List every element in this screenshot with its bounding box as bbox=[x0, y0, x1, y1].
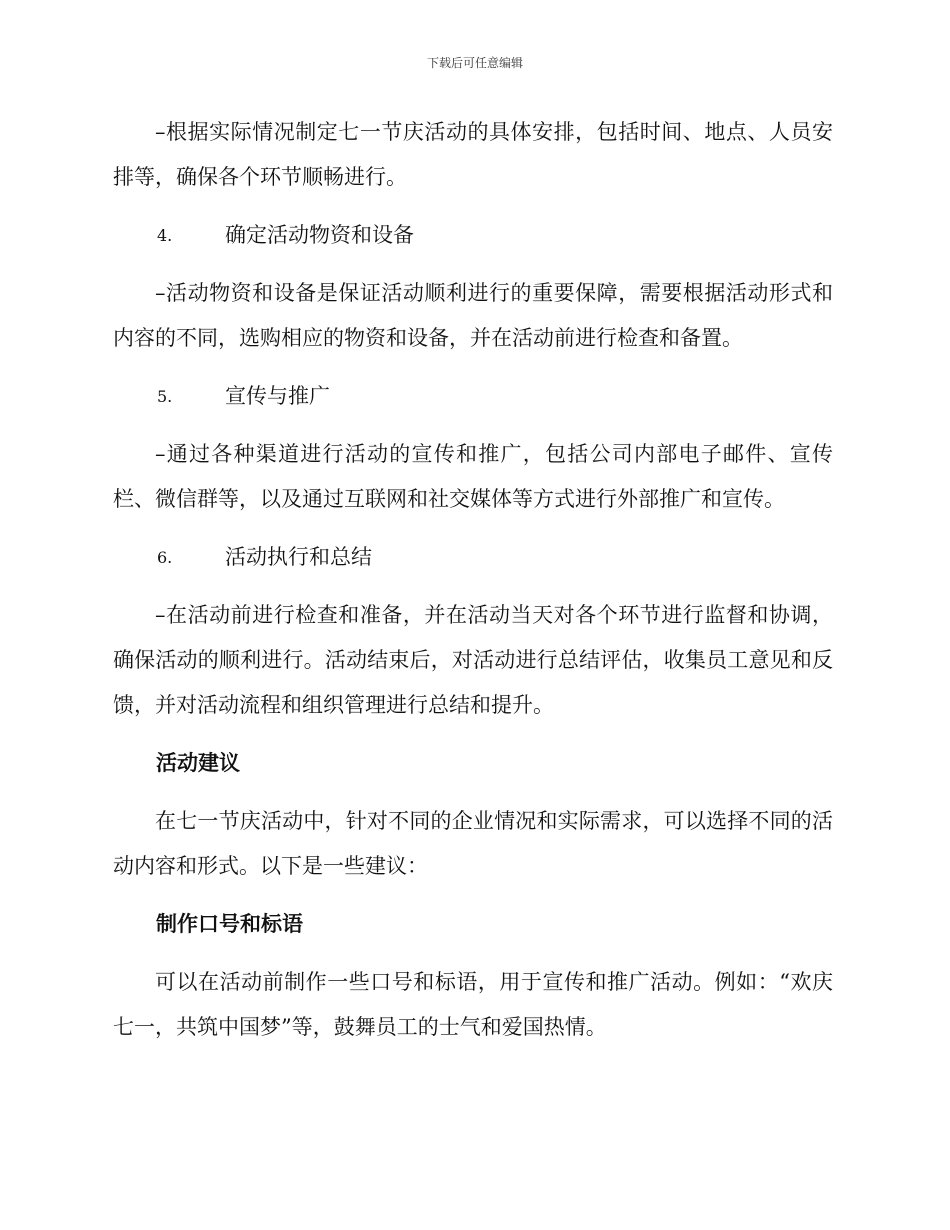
paragraph-promotion: –通过各种渠道进行活动的宣传和推广，包括公司内部电子邮件、宣传栏、微信群等，以及通过互联网和社交媒体等方式进行外部推广和宣传。 bbox=[113, 442, 833, 511]
paragraph-execution: –在活动前进行检查和准备，并在活动当天对各个环节进行监督和协调，确保活动的顺利进行。活动结束后，对活动进行总结评估，收集员工意见和反馈，并对活动流程和组织管理进行总结和提升。 bbox=[113, 603, 833, 717]
item-title: 宣传与推广 bbox=[225, 384, 330, 408]
item-number: 6. bbox=[157, 548, 173, 567]
item-title: 确定活动物资和设备 bbox=[225, 223, 414, 247]
section-heading-slogans: 制作口号和标语 bbox=[156, 912, 303, 936]
numbered-item-5 bbox=[113, 374, 833, 419]
document-body bbox=[113, 110, 833, 1050]
item-number: 5. bbox=[157, 387, 173, 406]
paragraph-materials: –活动物资和设备是保证活动顺利进行的重要保障，需要根据活动形式和内容的不同，选购相应的物资和设备，并在活动前进行检查和备置。 bbox=[113, 281, 833, 350]
paragraph-schedule: –根据实际情况制定七一节庆活动的具体安排，包括时间、地点、人员安排等，确保各个环节顺畅进行。 bbox=[113, 120, 833, 189]
numbered-item-4 bbox=[113, 213, 833, 258]
paragraph-suggestions: 在七一节庆活动中，针对不同的企业情况和实际需求，可以选择不同的活动内容和形式。以下是一些建议： bbox=[113, 809, 833, 878]
paragraph-slogans: 可以在活动前制作一些口号和标语，用于宣传和推广活动。例如：“欢庆七一，共筑中国梦”等，鼓舞员工的士气和爱国热情。 bbox=[113, 970, 833, 1039]
numbered-item-6 bbox=[113, 535, 833, 580]
section-heading-suggestions: 活动建议 bbox=[156, 751, 240, 775]
item-number: 4. bbox=[157, 226, 173, 245]
item-title: 活动执行和总结 bbox=[225, 545, 372, 569]
page-header: 下载后可任意编辑 bbox=[426, 56, 523, 70]
